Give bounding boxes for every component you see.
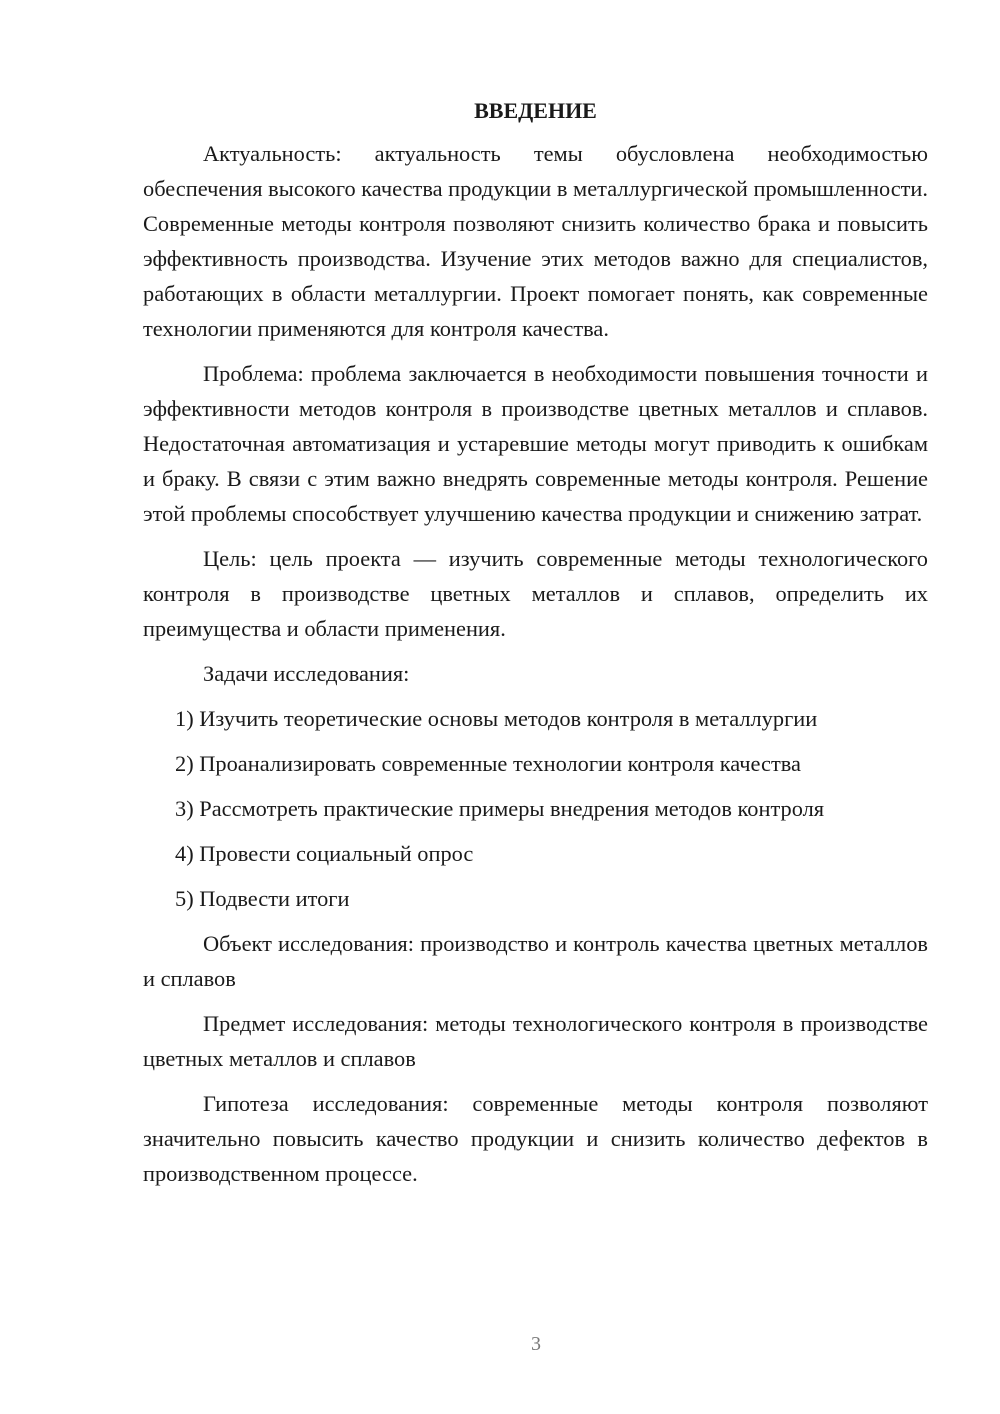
tasks-list [143,701,928,916]
list-item: 2) Проанализировать современные технологии контроля качества [175,751,801,776]
paragraph-object: Объект исследования: производство и контроль качества цветных металлов и сплавов [143,931,928,991]
list-item: 4) Провести социальный опрос [175,841,474,866]
paragraph-goal: Цель: цель проекта — изучить современные методы технологического контроля в производстве цветных металлов и сплавов, определить их преимущества и области применения. [143,546,928,641]
document-page [143,96,928,1201]
list-item: 5) Подвести итоги [175,886,350,911]
list-item: 1) Изучить теоретические основы методов контроля в металлургии [175,706,818,731]
paragraph-relevance: Актуальность: актуальность темы обусловлена необходимостью обеспечения высокого качества продукции в металлургической промышленности. Современные методы контроля позволяют снизить количество брака и повысить эффективность производства. Изучение этих методов важно для специалистов, работающих в области металлургии. Проект помогает понять, как современные технологии применяются для контроля качества. [143,141,928,341]
paragraph-problem: Проблема: проблема заключается в необходимости повышения точности и эффективности методов контроля в производстве цветных металлов и сплавов. Недостаточная автоматизация и устаревшие методы могут приводить к ошибкам и браку. В связи с этим важно внедрять современные методы контроля. Решение этой проблемы способствует улучшению качества продукции и снижению затрат. [143,361,928,526]
tasks-heading: Задачи исследования: [203,661,410,686]
section-title: ВВЕДЕНИЕ [474,98,597,123]
paragraph-hypothesis: Гипотеза исследования: современные методы контроля позволяют значительно повысить качество продукции и снизить количество дефектов в производственном процессе. [143,1091,928,1186]
paragraph-subject: Предмет исследования: методы технологического контроля в производстве цветных металлов и сплавов [143,1011,928,1071]
list-item: 3) Рассмотреть практические примеры внедрения методов контроля [175,796,825,821]
page-number: 3 [531,1333,541,1355]
